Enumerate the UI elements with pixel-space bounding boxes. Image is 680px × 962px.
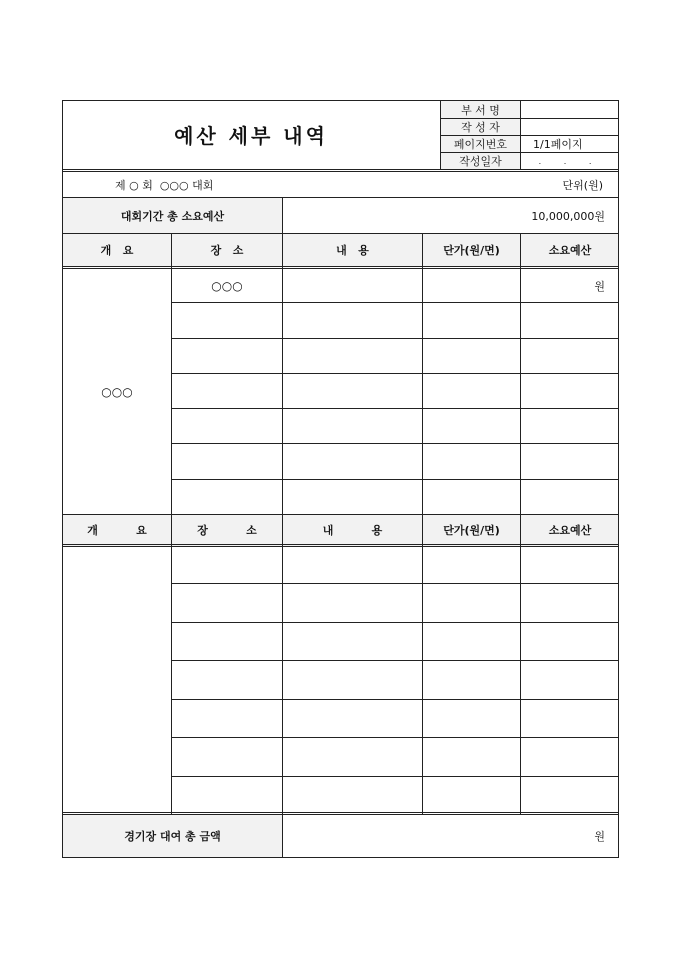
s1-r1-content[interactable] xyxy=(283,269,422,302)
s1-r3-place[interactable] xyxy=(172,339,282,373)
s1-r2-place[interactable] xyxy=(172,303,282,338)
s2-header-content: 내 용 xyxy=(322,523,383,537)
page-number-value[interactable]: 1/1페이지 xyxy=(533,138,583,151)
s1-r6-place[interactable] xyxy=(172,444,282,479)
dept-value[interactable] xyxy=(521,101,619,118)
s2-r5-place[interactable] xyxy=(172,700,282,737)
unit-label: 단위(원) xyxy=(562,178,603,192)
total-budget-value[interactable]: 10,000,000원 xyxy=(531,209,605,223)
s1-header-unit-price: 단가(원/면) xyxy=(443,244,500,257)
s2-header-overview: 개 요 xyxy=(87,523,147,537)
s1-r5-place[interactable] xyxy=(172,409,282,443)
s1-header-budget: 소요예산 xyxy=(548,244,592,257)
author-label: 작 성 자 xyxy=(461,121,500,134)
date-value[interactable]: . . . xyxy=(538,156,602,166)
s1-r1-place[interactable]: ○○○ xyxy=(211,278,243,293)
s1-header-overview: 개 요 xyxy=(100,244,134,257)
s2-r6-place[interactable] xyxy=(172,738,282,776)
author-value[interactable] xyxy=(521,119,619,135)
s1-overview-cell[interactable]: ○○○ xyxy=(101,384,133,399)
s1-header-content: 내 용 xyxy=(336,244,369,257)
s1-header-place: 장 소 xyxy=(210,244,244,257)
s2-header-budget: 소요예산 xyxy=(548,523,592,537)
s1-r4-place[interactable] xyxy=(172,374,282,408)
s2-r4-place[interactable] xyxy=(172,661,282,699)
s2-overview-cell[interactable] xyxy=(63,548,171,812)
s1-r7-place[interactable] xyxy=(172,480,282,514)
s2-r7-place[interactable] xyxy=(172,777,282,812)
dept-label: 부 서 명 xyxy=(461,103,500,117)
s1-r1-budget[interactable]: 원 xyxy=(594,279,605,293)
s2-r1-place[interactable] xyxy=(172,548,282,583)
s2-header-place: 장 소 xyxy=(197,523,257,537)
s2-r3-place[interactable] xyxy=(172,623,282,660)
total-budget-label: 대회기간 총 소요예산 xyxy=(120,209,225,223)
page-title: 예산 세부 내역 xyxy=(174,124,328,148)
s2-header-unit-price: 단가(원/면) xyxy=(443,523,500,537)
s1-r1-price[interactable] xyxy=(423,269,520,302)
s2-r2-place[interactable] xyxy=(172,584,282,622)
event-line: 제 ○ 회 ○○○ 대회 xyxy=(115,178,214,192)
page-number-label: 페이지번호 xyxy=(453,138,508,151)
date-label: 작성일자 xyxy=(459,155,502,168)
rental-total-value[interactable]: 원 xyxy=(594,830,605,843)
rental-total-label: 경기장 대여 총 금액 xyxy=(124,830,221,843)
